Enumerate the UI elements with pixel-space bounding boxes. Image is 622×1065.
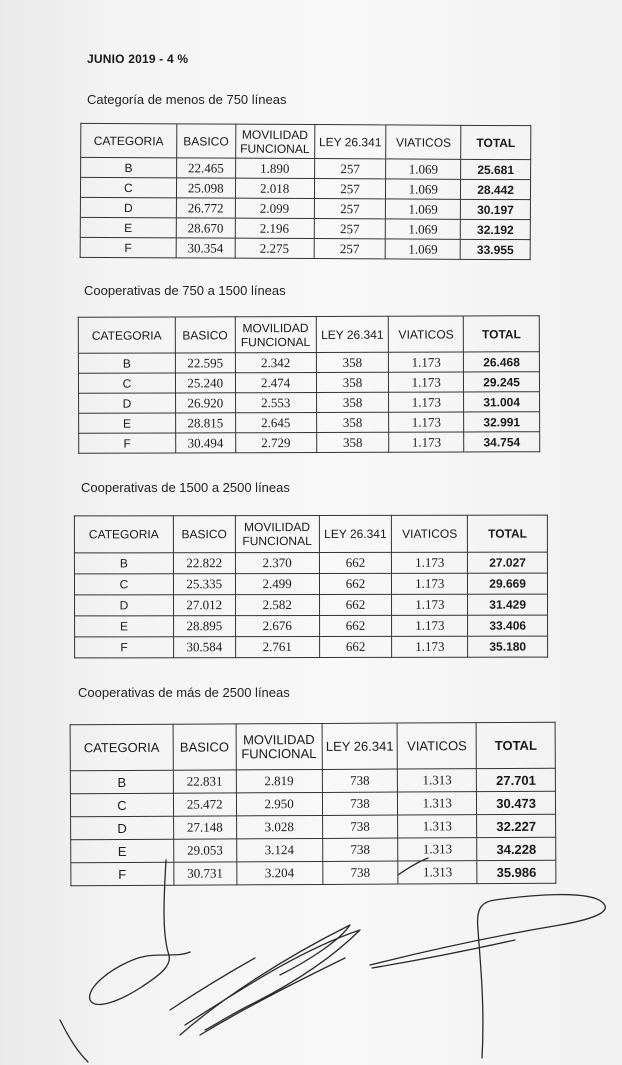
- cell-categoria: F: [71, 862, 174, 886]
- cell-ley: 738: [322, 838, 398, 861]
- cell-movilidad: 1.890: [235, 158, 314, 178]
- cell-movilidad: 3.204: [237, 861, 323, 884]
- col-header-ley: LEY 26.341: [319, 515, 392, 552]
- table-row: [75, 615, 548, 637]
- cell-total: 28.442: [461, 179, 531, 199]
- cell-total: 27.701: [477, 768, 556, 791]
- col-header-movilidad: MOVILIDAD FUNCIONAL: [235, 316, 316, 352]
- table-row: [70, 768, 555, 794]
- cell-categoria: B: [78, 353, 175, 373]
- col-header-movilidad: MOVILIDAD FUNCIONAL: [235, 124, 314, 158]
- cell-total: 32.192: [460, 219, 530, 239]
- cell-ley: 358: [316, 392, 389, 412]
- cell-categoria: C: [74, 574, 173, 595]
- cell-ley: 358: [316, 352, 389, 372]
- cell-movilidad: 2.099: [235, 198, 314, 218]
- cell-total: 27.027: [468, 552, 548, 573]
- table-row: [81, 157, 531, 179]
- cell-categoria: B: [81, 157, 177, 178]
- cell-ley: 738: [322, 861, 398, 884]
- salary-table: [74, 515, 548, 659]
- cell-viaticos: 1.173: [389, 392, 464, 412]
- cell-movilidad: 2.342: [235, 352, 316, 372]
- cell-basico: 22.822: [173, 553, 235, 574]
- cell-viaticos: 1.069: [386, 159, 461, 179]
- cell-categoria: E: [75, 616, 174, 637]
- table-row: [75, 636, 548, 658]
- cell-total: 33.406: [468, 615, 548, 636]
- cell-categoria: D: [80, 197, 176, 218]
- cell-movilidad: 2.499: [235, 573, 319, 594]
- cell-movilidad: 2.761: [235, 636, 319, 657]
- col-header-ley: LEY 26.341: [316, 316, 389, 352]
- col-header-basico: BASICO: [176, 124, 235, 158]
- cell-ley: 358: [316, 372, 389, 392]
- cell-basico: 30.354: [176, 238, 235, 258]
- cell-ley: 738: [322, 815, 398, 838]
- col-header-movilidad: MOVILIDAD FUNCIONAL: [236, 723, 322, 769]
- cell-viaticos: 1.173: [389, 352, 464, 372]
- cell-ley: 662: [319, 615, 392, 636]
- cell-total: 31.004: [464, 392, 540, 412]
- salary-table: [80, 123, 532, 260]
- cell-total: 34.228: [477, 837, 556, 860]
- table-row: [71, 814, 556, 840]
- cell-viaticos: 1.173: [389, 412, 464, 432]
- col-header-categoria: CATEGORIA: [78, 317, 175, 353]
- col-header-basico: BASICO: [173, 516, 235, 553]
- cell-ley: 662: [319, 552, 392, 573]
- document-heading: JUNIO 2019 - 4 %: [87, 52, 189, 66]
- col-header-basico: BASICO: [173, 724, 236, 770]
- cell-movilidad: 2.370: [235, 552, 319, 573]
- cell-ley: 257: [314, 179, 386, 199]
- cell-ley: 358: [316, 432, 389, 452]
- col-header-total: TOTAL: [461, 125, 531, 159]
- cell-ley: 738: [322, 769, 398, 792]
- cell-basico: 28.895: [173, 616, 235, 637]
- cell-viaticos: 1.313: [398, 792, 477, 815]
- cell-ley: 662: [319, 573, 392, 594]
- cell-basico: 30.494: [175, 433, 235, 453]
- table-row: [78, 352, 539, 374]
- cell-basico: 30.731: [174, 862, 237, 885]
- col-header-ley: LEY 26.341: [314, 125, 386, 159]
- cell-viaticos: 1.173: [392, 636, 468, 657]
- cell-movilidad: 2.275: [235, 238, 314, 258]
- table-row: [70, 791, 555, 817]
- col-header-categoria: CATEGORIA: [74, 516, 173, 553]
- section-caption: Cooperativas de más de 2500 líneas: [78, 685, 290, 700]
- cell-total: 31.429: [468, 594, 548, 615]
- cell-viaticos: 1.069: [386, 219, 461, 239]
- cell-movilidad: 2.819: [236, 769, 322, 792]
- cell-categoria: F: [75, 637, 174, 658]
- cell-movilidad: 2.582: [235, 594, 319, 615]
- cell-basico: 22.465: [176, 158, 235, 178]
- section-caption: Cooperativas de 750 a 1500 líneas: [84, 283, 286, 298]
- col-header-total: TOTAL: [468, 515, 548, 552]
- cell-categoria: E: [71, 839, 174, 863]
- table-row: [74, 552, 547, 574]
- salary-table: [78, 315, 540, 454]
- cell-basico: 27.012: [173, 595, 235, 616]
- cell-movilidad: 2.018: [235, 178, 314, 198]
- cell-viaticos: 1.313: [398, 861, 477, 884]
- cell-basico: 25.472: [173, 793, 236, 816]
- cell-total: 30.197: [461, 199, 531, 219]
- cell-movilidad: 3.124: [236, 838, 322, 861]
- table-row: [78, 372, 539, 394]
- cell-basico: 26.772: [176, 198, 235, 218]
- handwritten-signature-icon: [0, 840, 622, 1065]
- col-header-total: TOTAL: [476, 722, 555, 768]
- cell-basico: 25.098: [176, 178, 235, 198]
- col-header-basico: BASICO: [175, 317, 235, 353]
- cell-viaticos: 1.173: [392, 615, 468, 636]
- table-row: [79, 412, 540, 434]
- cell-total: 34.754: [464, 432, 540, 452]
- cell-categoria: D: [75, 595, 174, 616]
- cell-categoria: C: [80, 177, 176, 198]
- cell-movilidad: 2.645: [235, 412, 316, 432]
- cell-ley: 257: [314, 239, 386, 259]
- table-row: [75, 594, 548, 616]
- cell-viaticos: 1.069: [386, 199, 461, 219]
- cell-basico: 25.240: [175, 373, 235, 393]
- cell-categoria: E: [80, 217, 176, 238]
- col-header-total: TOTAL: [463, 316, 539, 352]
- cell-categoria: F: [80, 237, 176, 258]
- cell-categoria: D: [71, 816, 174, 840]
- table-row: [80, 217, 530, 239]
- col-header-ley: LEY 26.341: [322, 723, 398, 769]
- cell-viaticos: 1.173: [392, 552, 468, 573]
- col-header-categoria: CATEGORIA: [70, 724, 173, 771]
- cell-basico: 22.595: [175, 353, 235, 373]
- cell-ley: 257: [314, 219, 386, 239]
- table-row: [80, 237, 530, 259]
- cell-viaticos: 1.069: [385, 239, 460, 259]
- table-row: [80, 177, 530, 199]
- cell-viaticos: 1.069: [386, 179, 461, 199]
- cell-movilidad: 2.474: [235, 372, 316, 392]
- cell-basico: 26.920: [175, 393, 235, 413]
- cell-total: 26.468: [464, 352, 540, 372]
- section-caption: Categoría de menos de 750 líneas: [87, 92, 287, 107]
- cell-basico: 30.584: [173, 637, 235, 658]
- cell-total: 32.991: [464, 412, 540, 432]
- cell-movilidad: 2.676: [235, 615, 319, 636]
- cell-total: 32.227: [477, 814, 556, 837]
- cell-categoria: E: [79, 413, 176, 433]
- cell-ley: 738: [322, 792, 398, 815]
- cell-movilidad: 3.028: [236, 815, 322, 838]
- cell-total: 29.245: [464, 372, 540, 392]
- col-header-viaticos: VIATICOS: [389, 316, 464, 352]
- cell-ley: 358: [316, 412, 389, 432]
- cell-movilidad: 2.950: [236, 792, 322, 815]
- cell-viaticos: 1.173: [392, 573, 468, 594]
- col-header-categoria: CATEGORIA: [81, 123, 177, 158]
- cell-categoria: B: [70, 770, 173, 794]
- cell-ley: 662: [319, 636, 392, 657]
- col-header-viaticos: VIATICOS: [392, 515, 468, 552]
- col-header-viaticos: VIATICOS: [386, 125, 461, 159]
- cell-viaticos: 1.313: [398, 838, 477, 861]
- cell-basico: 22.831: [173, 770, 236, 793]
- cell-ley: 662: [319, 594, 392, 615]
- cell-viaticos: 1.173: [392, 594, 468, 615]
- cell-viaticos: 1.173: [389, 432, 464, 452]
- cell-movilidad: 2.553: [235, 392, 316, 412]
- cell-basico: 28.815: [175, 413, 235, 433]
- table-row: [80, 197, 530, 219]
- cell-viaticos: 1.173: [389, 372, 464, 392]
- cell-total: 35.180: [468, 636, 548, 657]
- cell-basico: 27.148: [173, 816, 236, 839]
- cell-total: 33.955: [460, 239, 530, 259]
- section-caption: Cooperativas de 1500 a 2500 líneas: [81, 480, 290, 495]
- cell-categoria: C: [70, 793, 173, 817]
- col-header-movilidad: MOVILIDAD FUNCIONAL: [235, 515, 319, 552]
- cell-total: 29.669: [468, 573, 548, 594]
- cell-total: 30.473: [477, 791, 556, 814]
- cell-basico: 25.335: [173, 574, 235, 595]
- table-row: [74, 573, 547, 595]
- cell-viaticos: 1.313: [398, 769, 477, 792]
- cell-basico: 28.670: [176, 218, 235, 238]
- table-row: [79, 432, 540, 454]
- cell-ley: 257: [314, 199, 386, 219]
- cell-movilidad: 2.729: [235, 432, 316, 452]
- cell-categoria: C: [78, 373, 175, 393]
- cell-basico: 29.053: [173, 839, 236, 862]
- cell-viaticos: 1.313: [398, 815, 477, 838]
- cell-categoria: F: [79, 433, 176, 453]
- cell-ley: 257: [314, 159, 386, 179]
- cell-total: 35.986: [477, 860, 556, 883]
- cell-categoria: B: [74, 553, 173, 574]
- cell-categoria: D: [79, 393, 176, 413]
- cell-movilidad: 2.196: [235, 218, 314, 238]
- table-row: [79, 392, 540, 414]
- cell-total: 25.681: [461, 159, 531, 179]
- col-header-viaticos: VIATICOS: [397, 723, 476, 769]
